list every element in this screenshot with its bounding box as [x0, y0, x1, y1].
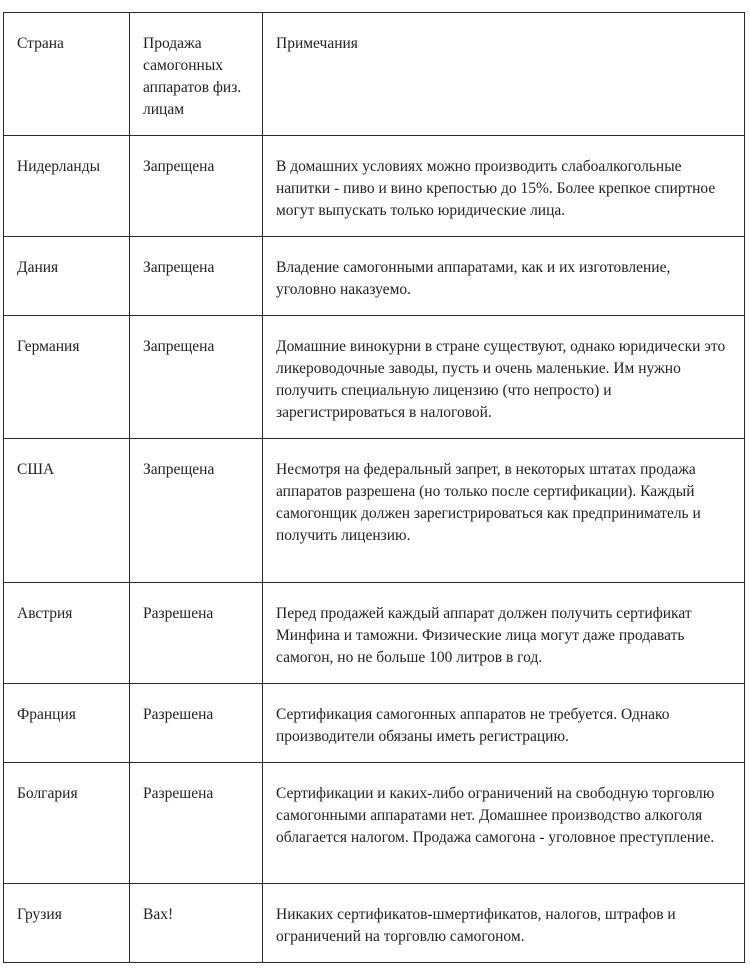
table-row: [4, 316, 745, 439]
table-row: [4, 684, 745, 763]
cell-status: Запрещена: [130, 316, 263, 439]
cell-note: Владение самогонными аппаратами, как и их изготовление, уголовно наказуемо.: [263, 237, 745, 316]
cell-status: Разрешена: [130, 583, 263, 684]
cell-note: Сертификации и каких-либо ограничений на свободную торговлю самогонными аппаратами нет. Домашнее производство алкоголя облагается налогом. Продажа самогона - уголовное преступление.: [263, 763, 745, 884]
cell-country: Нидерланды: [4, 136, 130, 237]
cell-country: США: [4, 439, 130, 583]
cell-status: Разрешена: [130, 684, 263, 763]
table-row: [4, 763, 745, 884]
country-regulation-table: [3, 12, 745, 963]
header-country: Страна: [4, 13, 130, 136]
cell-note: Перед продажей каждый аппарат должен получить сертификат Минфина и таможни. Физические лица могут даже продавать самогон, но не больше 100 литров в год.: [263, 583, 745, 684]
table-row: [4, 583, 745, 684]
cell-country: Австрия: [4, 583, 130, 684]
country-regulation-table-container: [3, 12, 744, 963]
header-notes: Примечания: [263, 13, 745, 136]
cell-country: Германия: [4, 316, 130, 439]
cell-status: Запрещена: [130, 439, 263, 583]
cell-country: Франция: [4, 684, 130, 763]
cell-note: Несмотря на федеральный запрет, в некоторых штатах продажа аппаратов разрешена (но только после сертификации). Каждый самогонщик должен зарегистрироваться как предприниматель и получить лицензию.: [263, 439, 745, 583]
cell-status: Запрещена: [130, 136, 263, 237]
cell-note: В домашних условиях можно производить слабоалкогольные напитки - пиво и вино крепостью до 15%. Более крепкое спиртное могут выпускать только юридические лица.: [263, 136, 745, 237]
table-row: [4, 237, 745, 316]
cell-country: Болгария: [4, 763, 130, 884]
cell-note: Домашние винокурни в стране существуют, однако юридически это ликероводочные заводы, пусть и очень маленькие. Им нужно получить специальную лицензию (что непросто) и зарегистрироваться в налоговой.: [263, 316, 745, 439]
cell-status: Запрещена: [130, 237, 263, 316]
cell-country: Грузия: [4, 884, 130, 963]
table-row: [4, 439, 745, 583]
table-header-row: [4, 13, 745, 136]
table-row: [4, 884, 745, 963]
cell-status: Разрешена: [130, 763, 263, 884]
cell-note: Сертификация самогонных аппаратов не требуется. Однако производители обязаны иметь регистрацию.: [263, 684, 745, 763]
header-sale-status: Продажа самогонных аппаратов физ. лицам: [130, 13, 263, 136]
cell-note: Никаких сертификатов-шмертификатов, налогов, штрафов и ограничений на торговлю самогоном.: [263, 884, 745, 963]
cell-country: Дания: [4, 237, 130, 316]
cell-status: Вах!: [130, 884, 263, 963]
table-row: [4, 136, 745, 237]
